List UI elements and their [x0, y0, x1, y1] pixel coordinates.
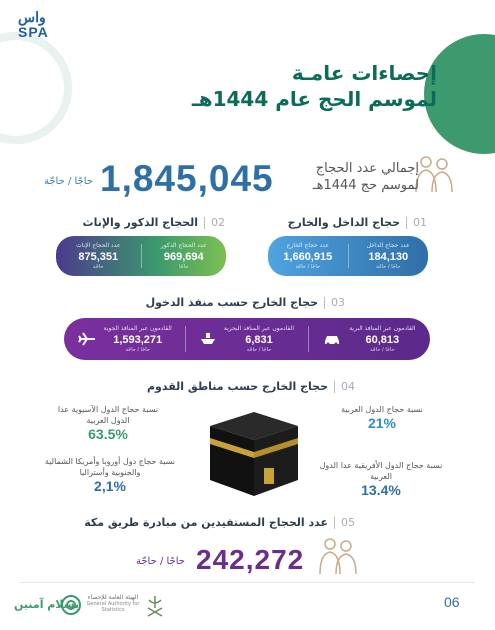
stat-label: عدد الحجاج الذكور	[160, 242, 207, 249]
pilgrims-icon	[316, 534, 360, 576]
stat-value: 1,660,915	[283, 251, 333, 263]
brand-logo: بسلام آمنين	[14, 598, 80, 611]
section-05-header	[84, 516, 355, 529]
stat-domestic	[349, 236, 429, 276]
section-04-header	[147, 380, 355, 393]
region-value: 21%	[367, 415, 397, 431]
stat-unit: حاجًا / حاجّة	[125, 347, 150, 353]
section-02-title: الحجاج الذكور والإناث	[82, 216, 198, 229]
car-icon	[323, 333, 341, 345]
section-05-title: عدد الحجاج المستفيدين من مبادرة طريق مكة	[84, 516, 328, 529]
divider	[308, 326, 309, 352]
ship-icon	[200, 332, 216, 346]
region-asia	[48, 404, 168, 442]
saudi-emblem-icon	[144, 594, 166, 618]
makkah-route-unit: حاجًا / حاجّة	[136, 556, 185, 567]
stat-air	[64, 318, 185, 360]
stat-female	[56, 236, 141, 276]
divider	[334, 381, 335, 393]
stat-value: 6,831	[245, 334, 273, 346]
stat-value: 184,130	[368, 251, 409, 263]
total-label	[313, 160, 419, 194]
stat-unit: حاجًا / حاجّة	[376, 264, 401, 270]
stat-label: القادمون عبر المنافذ الجوية	[103, 325, 172, 332]
total-label-line2: لموسم حج 1444هـ	[312, 178, 419, 193]
region-africa	[316, 460, 446, 498]
section-04-title: حجاج الخارج حسب مناطق القدوم	[147, 380, 328, 393]
stat-sea	[186, 318, 307, 360]
decorative-ring	[0, 32, 72, 144]
kaaba-illustration	[206, 408, 302, 500]
divider	[204, 217, 205, 229]
stat-value: 969,694	[163, 251, 204, 263]
section-02-pill	[56, 236, 226, 276]
section-03-pill	[64, 318, 430, 360]
stat-unit: حاجّة	[93, 264, 104, 270]
stat-label: القادمون عبر المنافذ البحرية	[223, 325, 295, 332]
region-label: نسبة حجاج دول أوروبا وأمريكا الشمالية والجنوبية وأستراليا	[44, 457, 176, 477]
spa-logo	[18, 10, 62, 44]
section-01-pill	[268, 236, 428, 276]
authority-name-en: General Authority for Statistics	[86, 601, 140, 613]
total-unit: حاجًا / حاجّة	[44, 176, 93, 187]
section-05-number: 05	[341, 516, 355, 529]
authority-name: الهيئة العامة للإحصاء	[87, 594, 139, 601]
region-label: نسبة حجاج الدول الآسيوية عدا الدول العربية	[57, 405, 159, 425]
section-03-header	[146, 296, 345, 309]
stat-label: القادمون عبر المنافذ البرية	[349, 325, 416, 332]
divider	[406, 217, 407, 229]
stat-label: عدد الحجاج الإناث	[76, 242, 121, 249]
divider	[334, 517, 335, 529]
region-label: نسبة حجاج الدول الأفريقية عدا الدول العربية	[319, 461, 443, 481]
section-01-number: 01	[413, 216, 427, 229]
stat-value: 1,593,271	[113, 334, 163, 346]
section-02-number: 02	[211, 216, 225, 229]
section-01-title: حجاج الداخل والخارج	[287, 216, 400, 229]
page-title	[192, 60, 437, 112]
stat-unit: حاجًا / حاجّة	[246, 347, 272, 353]
logo-line1: واس	[18, 9, 46, 25]
region-value: 2,1%	[94, 478, 126, 494]
stat-unit: حاجًا / حاجّة	[295, 264, 320, 270]
section-03-title: حجاج الخارج حسب منفذ الدخول	[145, 296, 318, 309]
stat-value: 875,351	[78, 251, 119, 263]
section-02-header	[83, 216, 225, 229]
stat-unit: حاجًا	[179, 264, 189, 270]
total-label-line1: إجمالي عدد الحجاج	[315, 161, 419, 176]
stat-value: 60,813	[365, 334, 400, 346]
stat-land	[309, 318, 430, 360]
stat-label: عدد حجاج الخارج	[286, 242, 329, 249]
logo-line2: SPA	[18, 24, 49, 40]
stat-unit: حاجًا / حاجّة	[370, 347, 395, 353]
total-value: 1,845,045	[100, 158, 274, 199]
plane-icon	[78, 332, 96, 346]
footer-divider	[20, 582, 475, 583]
title-line1: إحصاءات عامـة	[291, 61, 437, 85]
region-value: 63.5%	[88, 426, 128, 442]
stat-foreign	[268, 236, 348, 276]
region-value: 13.4%	[361, 482, 401, 498]
region-arab	[322, 404, 442, 431]
stat-label: عدد حجاج الداخل	[366, 242, 410, 249]
region-europe-americas	[40, 456, 180, 494]
section-04-number: 04	[341, 380, 355, 393]
section-03-number: 03	[331, 296, 345, 309]
makkah-route-value: 242,272	[196, 544, 305, 575]
gastat-logo	[86, 594, 140, 613]
divider	[185, 326, 186, 352]
title-line2: لموسم الحج عام 1444هـ	[191, 87, 437, 111]
page-number: 06	[444, 594, 460, 610]
brand-mark-icon	[60, 594, 82, 616]
section-01-header	[288, 216, 427, 229]
stat-male	[142, 236, 227, 276]
divider	[324, 297, 325, 309]
region-label: نسبة حجاج الدول العربية	[341, 405, 423, 414]
